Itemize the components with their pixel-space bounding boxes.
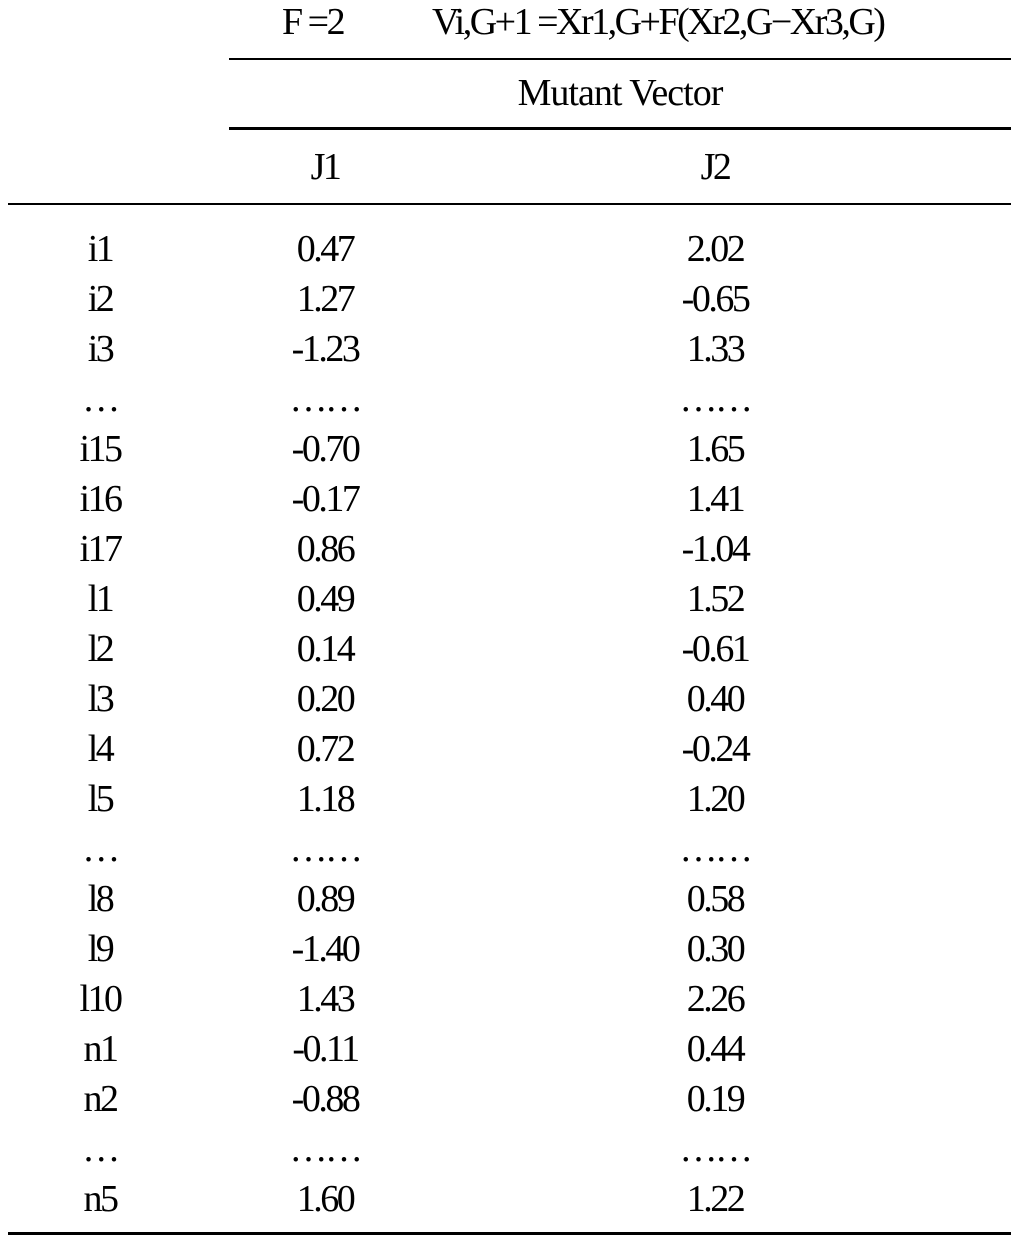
row-label: l3 <box>87 678 113 720</box>
header-rule-top <box>229 58 1011 60</box>
cell-j1: 1.60 <box>296 1178 354 1220</box>
row-label: l10 <box>79 978 121 1020</box>
cell-j1: -1.40 <box>291 928 359 970</box>
cell-j1: 0.89 <box>296 878 354 920</box>
f-value: F =2 <box>282 1 344 43</box>
cell-j1: 1.43 <box>296 978 354 1020</box>
cell-j2: 0.58 <box>686 878 744 920</box>
cell-j1: 0.72 <box>296 728 354 770</box>
cell-j1: …… <box>289 378 361 420</box>
cell-j1: 0.47 <box>296 228 354 270</box>
cell-j1: …… <box>289 828 361 870</box>
cell-j2: 0.44 <box>686 1028 744 1070</box>
row-label: l9 <box>87 928 113 970</box>
cell-j2: 1.65 <box>686 428 744 470</box>
cell-j2: 1.41 <box>686 478 744 520</box>
row-label: l8 <box>87 878 113 920</box>
column-header-j1: J1 <box>310 146 340 188</box>
row-label: n1 <box>83 1028 117 1070</box>
cell-j2: 2.02 <box>686 228 744 270</box>
cell-j2: 2.26 <box>686 978 744 1020</box>
cell-j1: 1.27 <box>296 278 354 320</box>
cell-j2: -0.24 <box>681 728 749 770</box>
cell-j2: 1.52 <box>686 578 744 620</box>
header-rule-bottom <box>8 203 1011 205</box>
cell-j2: -1.04 <box>681 528 749 570</box>
cell-j1: 0.49 <box>296 578 354 620</box>
cell-j2: …… <box>679 828 751 870</box>
cell-j1: -0.17 <box>291 478 359 520</box>
cell-j1: -0.88 <box>291 1078 359 1120</box>
row-label: l4 <box>87 728 113 770</box>
cell-j1: 0.20 <box>296 678 354 720</box>
column-header-j2: J2 <box>700 146 730 188</box>
row-label: … <box>82 378 118 420</box>
row-label: i17 <box>79 528 121 570</box>
row-label: i2 <box>87 278 113 320</box>
cell-j2: 1.20 <box>686 778 744 820</box>
cell-j1: -1.23 <box>291 328 359 370</box>
row-label: i16 <box>79 478 121 520</box>
cell-j2: 0.40 <box>686 678 744 720</box>
cell-j2: 0.19 <box>686 1078 744 1120</box>
row-label: l1 <box>87 578 113 620</box>
cell-j1: -0.70 <box>291 428 359 470</box>
cell-j2: -0.65 <box>681 278 749 320</box>
row-label: i3 <box>87 328 113 370</box>
row-label: l2 <box>87 628 113 670</box>
row-label: i1 <box>87 228 113 270</box>
cell-j2: …… <box>679 378 751 420</box>
formula: Vi,G+1 =Xr1,G+F(Xr2,G−Xr3,G) <box>432 1 884 43</box>
cell-j1: 1.18 <box>296 778 354 820</box>
cell-j2: 1.22 <box>686 1178 744 1220</box>
cell-j1: 0.14 <box>296 628 354 670</box>
group-label: Mutant Vector <box>517 72 723 114</box>
row-label: n2 <box>83 1078 117 1120</box>
cell-j1: …… <box>289 1128 361 1170</box>
header-rule-mid <box>229 127 1011 130</box>
cell-j2: -0.61 <box>681 628 749 670</box>
row-label: … <box>82 828 118 870</box>
row-label: i15 <box>79 428 121 470</box>
cell-j2: …… <box>679 1128 751 1170</box>
row-label: l5 <box>87 778 113 820</box>
table-rule-bottom <box>8 1232 1011 1235</box>
cell-j1: -0.11 <box>292 1028 358 1070</box>
cell-j2: 1.33 <box>686 328 744 370</box>
cell-j1: 0.86 <box>296 528 354 570</box>
row-label: n5 <box>83 1178 117 1220</box>
row-label: … <box>82 1128 118 1170</box>
cell-j2: 0.30 <box>686 928 744 970</box>
